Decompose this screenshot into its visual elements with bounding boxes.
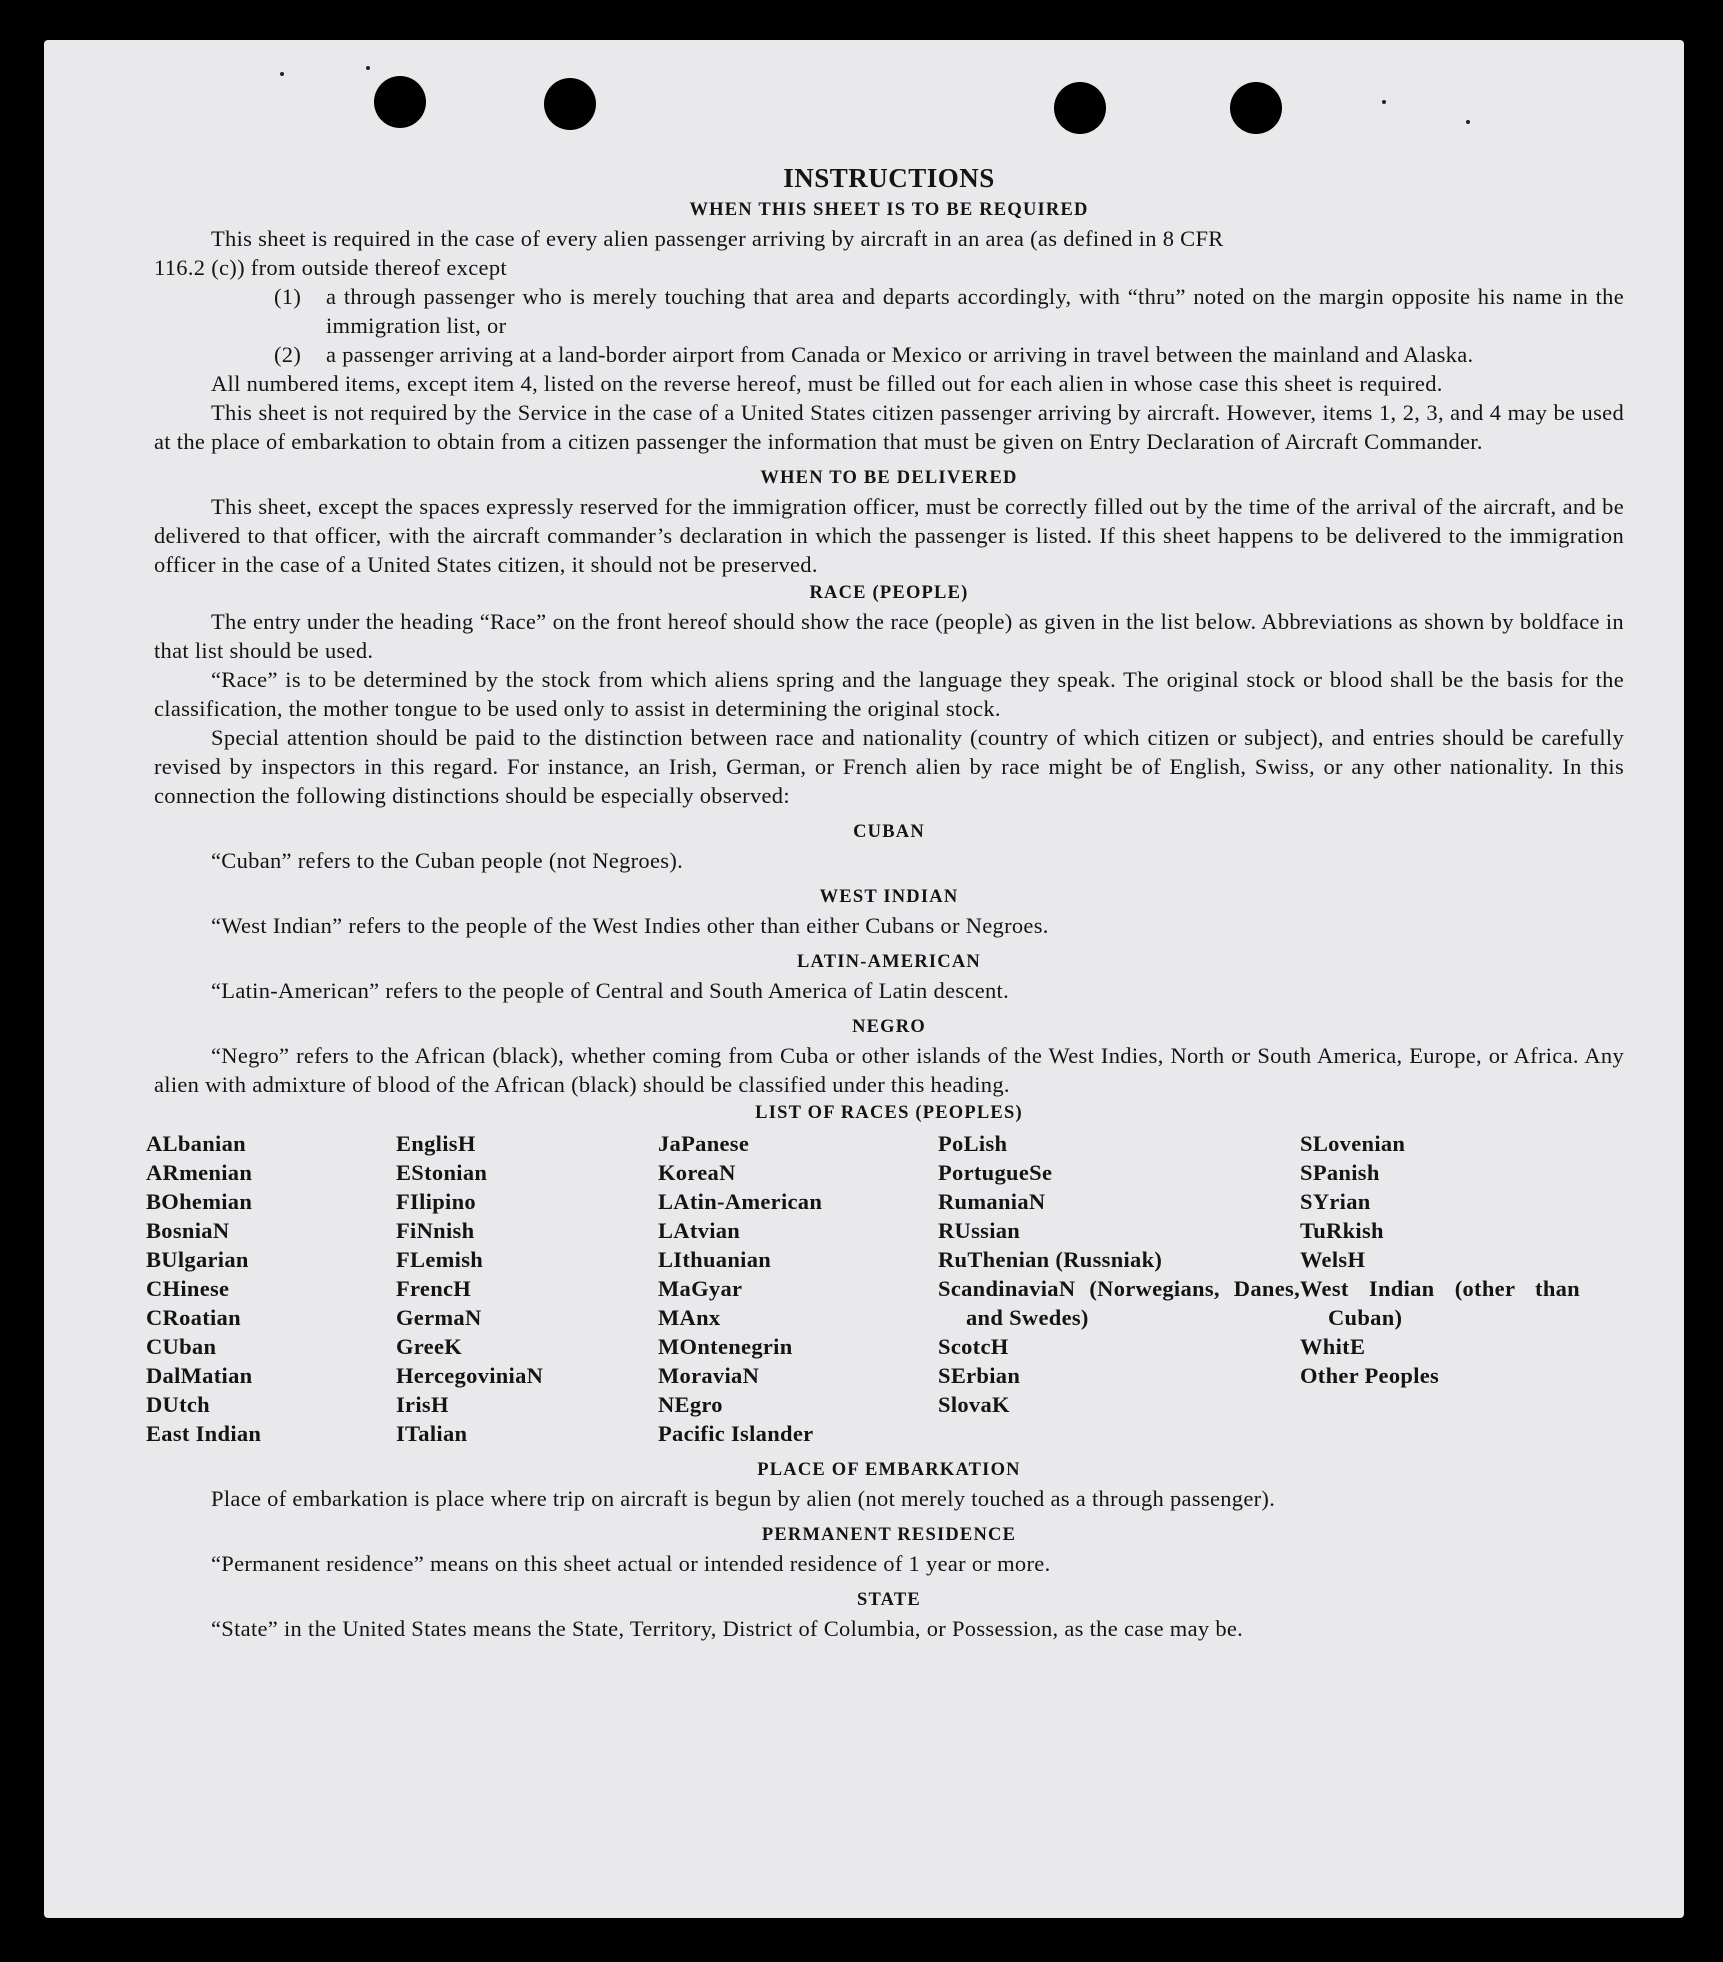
- race-entry: DalMatian: [146, 1363, 253, 1388]
- race-entry: KoreaN: [658, 1160, 736, 1185]
- race-entry: LAtin-American: [658, 1189, 823, 1214]
- race-entry: MOntenegrin: [658, 1334, 793, 1359]
- exception-text: a through passenger who is merely touching that area and departs accordingly, with “thru” noted on the margin opposite his name in the immigration list, or: [326, 284, 1624, 338]
- races-column-2: [396, 1129, 658, 1448]
- race-entry: RuThenian (Russniak): [938, 1247, 1163, 1272]
- heading-latin-american: LATIN-AMERICAN: [797, 952, 981, 972]
- race-entry: Pacific Islander: [658, 1421, 814, 1446]
- exception-item-1: [274, 282, 1624, 340]
- race-entry: CHinese: [146, 1276, 230, 1301]
- heading-west-indian: WEST INDIAN: [819, 887, 959, 907]
- punch-hole: [374, 76, 426, 128]
- race-entry: Other Peoples: [1300, 1363, 1440, 1388]
- race-entry: MoraviaN: [658, 1363, 760, 1388]
- race-entry: DUtch: [146, 1392, 210, 1417]
- exception-number: (2): [274, 342, 302, 367]
- race-entry: IrisH: [396, 1392, 449, 1417]
- heading-negro: NEGRO: [852, 1017, 926, 1037]
- heading-place-of-embarkation: PLACE OF EMBARKATION: [757, 1460, 1021, 1480]
- race-entry: EnglisH: [396, 1131, 476, 1156]
- exception-item-2: [274, 340, 1624, 369]
- race-paragraph-2: “Race” is to be determined by the stock from which aliens spring and the language they speak. The original stock or blood shall be the basis for the classification, the mother tongue to be used only to assist in determining the original stock.: [154, 667, 1624, 721]
- heading-list-of-races: LIST OF RACES (PEOPLES): [755, 1103, 1023, 1123]
- race-entry: FLemish: [396, 1247, 484, 1272]
- scan-speck: [280, 72, 284, 76]
- race-entry: FIlipino: [396, 1189, 476, 1214]
- embarkation-definition: Place of embarkation is place where trip on aircraft is begun by alien (not merely touched as a through passenger).: [211, 1486, 1276, 1511]
- heading-when-required: WHEN THIS SHEET IS TO BE REQUIRED: [689, 200, 1089, 220]
- numbered-items-paragraph: All numbered items, except item 4, listed on the reverse hereof, must be filled out for each alien in whose case this sheet is required.: [211, 371, 1443, 396]
- race-entry: FrencH: [396, 1276, 472, 1301]
- citizen-paragraph: This sheet is not required by the Service in the case of a United States citizen passenger arriving by aircraft. However, items 1, 2, 3, and 4 may be used at the place of embarkation to obtain from a citizen passenger the information that must be given on Entry Declaration of Aircraft Commander.: [154, 400, 1624, 454]
- page-title: INSTRUCTIONS: [783, 163, 995, 193]
- race-entry: TuRkish: [1300, 1218, 1384, 1243]
- race-entry: BOhemian: [146, 1189, 253, 1214]
- race-entry: RumaniaN: [938, 1189, 1046, 1214]
- race-entry: East Indian: [146, 1421, 262, 1446]
- races-column-4: [938, 1129, 1300, 1448]
- heading-race: RACE (PEOPLE): [809, 583, 969, 603]
- state-definition: “State” in the United States means the State, Territory, District of Columbia, or Possession, as the case may be.: [211, 1616, 1244, 1641]
- race-entry: HercegoviniaN: [396, 1363, 544, 1388]
- heading-permanent-residence: PERMANENT RESIDENCE: [761, 1525, 1017, 1545]
- residence-definition: “Permanent residence” means on this sheet actual or intended residence of 1 year or more.: [211, 1551, 1051, 1576]
- race-entry: LAtvian: [658, 1218, 741, 1243]
- race-entry: EStonian: [396, 1160, 488, 1185]
- race-entry: SlovaK: [938, 1392, 1010, 1417]
- race-entry: SYrian: [1300, 1189, 1371, 1214]
- race-entry: WhitE: [1300, 1334, 1366, 1359]
- race-entry: West Indian (other than Cuban): [1300, 1276, 1580, 1330]
- race-entry: CRoatian: [146, 1305, 241, 1330]
- race-entry: CUban: [146, 1334, 217, 1359]
- delivered-paragraph: This sheet, except the spaces expressly reserved for the immigration officer, must be correctly filled out by the time of the arrival of the aircraft, and be delivered to that officer, with the aircraft commander’s declaration in which the passenger is listed. If this sheet happens to be delivered to the immigration officer in the case of a United States citizen, it should not be preserved.: [154, 494, 1624, 577]
- negro-definition: “Negro” refers to the African (black), whether coming from Cuba or other islands of the West Indies, North or South America, Europe, or Africa. Any alien with admixture of blood of the African (black) should be classified under this heading.: [154, 1043, 1624, 1097]
- race-entry: WelsH: [1300, 1247, 1366, 1272]
- race-entry: FiNnish: [396, 1218, 475, 1243]
- race-entry: SErbian: [938, 1363, 1021, 1388]
- races-column-5: [1300, 1129, 1580, 1448]
- heading-state: STATE: [857, 1590, 921, 1610]
- race-entry: ITalian: [396, 1421, 468, 1446]
- race-entry: PoLish: [938, 1131, 1008, 1156]
- required-intro-line1: This sheet is required in the case of every alien passenger arriving by aircraft in an area (as defined in 8 CFR: [211, 226, 1224, 251]
- exception-text: a passenger arriving at a land-border airport from Canada or Mexico or arriving in travel between the mainland and Alaska.: [326, 342, 1474, 367]
- scan-speck: [366, 66, 370, 70]
- race-entry: ScandinaviaN (Norwegians, Danes, and Swedes): [938, 1276, 1300, 1330]
- race-entry: GreeK: [396, 1334, 463, 1359]
- race-entry: MaGyar: [658, 1276, 743, 1301]
- race-entry: MAnx: [658, 1305, 721, 1330]
- race-entry: SLovenian: [1300, 1131, 1406, 1156]
- race-entry: BosniaN: [146, 1218, 230, 1243]
- exception-number: (1): [274, 284, 302, 309]
- race-entry: ARmenian: [146, 1160, 253, 1185]
- instructions-content: [146, 122, 1624, 1643]
- race-entry: PortugueSe: [938, 1160, 1053, 1185]
- race-entry: NEgro: [658, 1392, 723, 1417]
- required-intro-line2: 116.2 (c)) from outside thereof except: [154, 255, 507, 280]
- cuban-definition: “Cuban” refers to the Cuban people (not Negroes).: [211, 848, 684, 873]
- race-entry: RUssian: [938, 1218, 1021, 1243]
- race-entry: ScotcH: [938, 1334, 1009, 1359]
- races-column-1: [146, 1129, 396, 1448]
- heading-cuban: CUBAN: [853, 822, 925, 842]
- race-paragraph-3: Special attention should be paid to the distinction between race and nationality (country of which citizen or subject), and entries should be carefully revised by inspectors in this regard. For instance, an Irish, German, or French alien by race might be of English, Swiss, or any other nationality. In this connection the following distinctions should be especially observed:: [154, 725, 1624, 808]
- race-entry: BUlgarian: [146, 1247, 249, 1272]
- race-entry: JaPanese: [658, 1131, 750, 1156]
- race-entry: LIthuanian: [658, 1247, 772, 1272]
- scan-speck: [1382, 100, 1386, 104]
- race-entry: ALbanian: [146, 1131, 246, 1156]
- races-column-3: [658, 1129, 938, 1448]
- latin-american-definition: “Latin-American” refers to the people of Central and South America of Latin descent.: [211, 978, 1010, 1003]
- race-paragraph-1: The entry under the heading “Race” on the front hereof should show the race (people) as given in the list below. Abbreviations as shown by boldface in that list should be used.: [154, 609, 1624, 663]
- race-entry: GermaN: [396, 1305, 482, 1330]
- west-indian-definition: “West Indian” refers to the people of the West Indies other than either Cubans or Negroes.: [211, 913, 1049, 938]
- races-list: [146, 1129, 1624, 1448]
- document-sheet: [44, 40, 1684, 1918]
- heading-when-delivered: WHEN TO BE DELIVERED: [760, 468, 1018, 488]
- race-entry: SPanish: [1300, 1160, 1380, 1185]
